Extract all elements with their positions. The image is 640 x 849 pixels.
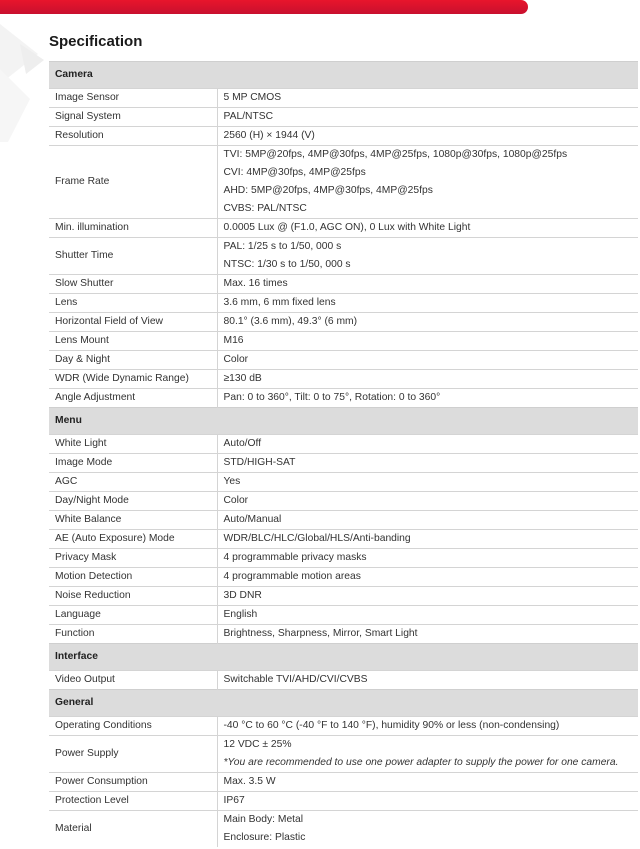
spec-value: [217, 146, 638, 219]
spec-value: [217, 89, 638, 108]
spec-label: Function: [49, 625, 217, 644]
spec-value-line: PAL: 1/25 s to 1/50, 000 s: [223, 241, 342, 252]
spec-value-line: WDR/BLC/HLC/Global/HLS/Anti-banding: [223, 533, 411, 544]
spec-value: [217, 389, 638, 408]
spec-row: [49, 332, 638, 351]
spec-row: [49, 294, 638, 313]
spec-value-line: TVI: 5MP@20fps, 4MP@30fps, 4MP@25fps, 1080p@30fps, 1080p@25fps: [223, 149, 568, 160]
spec-label: Power Consumption: [49, 773, 217, 792]
spec-row: [49, 717, 638, 736]
spec-value-line: 3D DNR: [223, 590, 262, 601]
spec-value-line: Enclosure: Plastic: [223, 832, 306, 843]
spec-row: [49, 219, 638, 238]
page-title: Specification: [49, 33, 143, 50]
spec-value: [217, 370, 638, 389]
spec-value-line: Main Body: Metal: [223, 814, 304, 825]
spec-row: [49, 370, 638, 389]
spec-label: White Balance: [49, 511, 217, 530]
spec-value-line: 5 MP CMOS: [223, 92, 282, 103]
spec-label: Day & Night: [49, 351, 217, 370]
spec-value-line: 80.1° (3.6 mm), 49.3° (6 mm): [223, 316, 358, 327]
spec-row: [49, 792, 638, 811]
spec-row: [49, 89, 638, 108]
spec-label: Lens: [49, 294, 217, 313]
spec-value: [217, 351, 638, 370]
section-header-row: [49, 644, 638, 671]
spec-value: [217, 811, 638, 848]
section-title: Menu: [49, 408, 638, 435]
spec-value-line: 3.6 mm, 6 mm fixed lens: [223, 297, 336, 308]
spec-value-line: 12 VDC ± 25%: [223, 739, 292, 750]
spec-value: [217, 294, 638, 313]
spec-row: [49, 238, 638, 275]
spec-row: [49, 625, 638, 644]
spec-row: [49, 773, 638, 792]
section-header-row: [49, 690, 638, 717]
spec-row: [49, 146, 638, 219]
spec-value-line: Color: [223, 354, 249, 365]
header-accent-bar: [0, 0, 528, 14]
section-title: Camera: [49, 62, 638, 89]
spec-label: AGC: [49, 473, 217, 492]
spec-value-line: IP67: [223, 795, 245, 806]
spec-value-line: *You are recommended to use one power adapter to supply the power for one camera.: [223, 757, 619, 768]
spec-value: [217, 549, 638, 568]
spec-row: [49, 736, 638, 773]
spec-label: Shutter Time: [49, 238, 217, 275]
spec-row: [49, 587, 638, 606]
spec-label: Image Mode: [49, 454, 217, 473]
spec-value: [217, 671, 638, 690]
spec-label: Day/Night Mode: [49, 492, 217, 511]
spec-row: [49, 811, 638, 848]
spec-row: [49, 530, 638, 549]
spec-value-line: Auto/Off: [223, 438, 262, 449]
spec-value-line: Brightness, Sharpness, Mirror, Smart Light: [223, 628, 418, 639]
spec-label: Lens Mount: [49, 332, 217, 351]
spec-label: Motion Detection: [49, 568, 217, 587]
spec-value-line: Max. 3.5 W: [223, 776, 276, 787]
spec-row: [49, 351, 638, 370]
spec-value: [217, 275, 638, 294]
spec-value-line: English: [223, 609, 258, 620]
spec-value: [217, 219, 638, 238]
spec-value-line: 0.0005 Lux @ (F1.0, AGC ON), 0 Lux with White Light: [223, 222, 471, 233]
spec-value-line: CVBS: PAL/NTSC: [223, 203, 307, 214]
spec-row: [49, 606, 638, 625]
spec-row: [49, 108, 638, 127]
spec-value-line: Pan: 0 to 360°, Tilt: 0 to 75°, Rotation: 0 to 360°: [223, 392, 441, 403]
spec-value-line: Max. 16 times: [223, 278, 288, 289]
spec-value-line: NTSC: 1/30 s to 1/50, 000 s: [223, 259, 351, 270]
spec-value-line: Auto/Manual: [223, 514, 282, 525]
spec-label: Language: [49, 606, 217, 625]
spec-value: [217, 238, 638, 275]
spec-value: [217, 492, 638, 511]
spec-value: [217, 127, 638, 146]
spec-label: Slow Shutter: [49, 275, 217, 294]
spec-row: [49, 492, 638, 511]
spec-value: [217, 454, 638, 473]
section-header-row: [49, 408, 638, 435]
spec-row: [49, 127, 638, 146]
spec-label: Min. illumination: [49, 219, 217, 238]
spec-value: [217, 717, 638, 736]
spec-row: [49, 568, 638, 587]
spec-value: [217, 773, 638, 792]
spec-row: [49, 549, 638, 568]
spec-value: [217, 332, 638, 351]
spec-label: Material: [49, 811, 217, 848]
spec-value-line: STD/HIGH-SAT: [223, 457, 296, 468]
spec-value: [217, 587, 638, 606]
spec-value-line: Color: [223, 495, 249, 506]
spec-label: White Light: [49, 435, 217, 454]
spec-label: Noise Reduction: [49, 587, 217, 606]
spec-label: Operating Conditions: [49, 717, 217, 736]
spec-value: [217, 435, 638, 454]
specification-table: [49, 61, 638, 847]
spec-value-line: PAL/NTSC: [223, 111, 274, 122]
spec-value: [217, 606, 638, 625]
spec-value-line: Yes: [223, 476, 241, 487]
spec-row: [49, 389, 638, 408]
spec-row: [49, 313, 638, 332]
spec-label: Horizontal Field of View: [49, 313, 217, 332]
section-header-row: [49, 62, 638, 89]
spec-value: [217, 736, 638, 773]
spec-label: WDR (Wide Dynamic Range): [49, 370, 217, 389]
spec-label: Protection Level: [49, 792, 217, 811]
spec-value: [217, 108, 638, 127]
spec-label: Image Sensor: [49, 89, 217, 108]
spec-value: [217, 625, 638, 644]
spec-value-line: CVI: 4MP@30fps, 4MP@25fps: [223, 167, 366, 178]
spec-value-line: AHD: 5MP@20fps, 4MP@30fps, 4MP@25fps: [223, 185, 433, 196]
spec-value-line: Switchable TVI/AHD/CVI/CVBS: [223, 674, 368, 685]
spec-value-line: M16: [223, 335, 244, 346]
spec-value: [217, 313, 638, 332]
section-title: Interface: [49, 644, 638, 671]
spec-row: [49, 511, 638, 530]
spec-value-line: ≥130 dB: [223, 373, 262, 384]
spec-value-line: 2560 (H) × 1944 (V): [223, 130, 315, 141]
spec-value-line: 4 programmable privacy masks: [223, 552, 367, 563]
spec-row: [49, 473, 638, 492]
section-title: General: [49, 690, 638, 717]
spec-label: Frame Rate: [49, 146, 217, 219]
spec-label: Signal System: [49, 108, 217, 127]
spec-row: [49, 275, 638, 294]
spec-value: [217, 568, 638, 587]
spec-value: [217, 473, 638, 492]
spec-label: Resolution: [49, 127, 217, 146]
spec-value-line: 4 programmable motion areas: [223, 571, 361, 582]
spec-value-line: -40 °C to 60 °C (-40 °F to 140 °F), humidity 90% or less (non-condensing): [223, 720, 560, 731]
spec-value: [217, 792, 638, 811]
spec-row: [49, 435, 638, 454]
spec-row: [49, 454, 638, 473]
spec-label: Video Output: [49, 671, 217, 690]
spec-label: Angle Adjustment: [49, 389, 217, 408]
spec-label: Power Supply: [49, 736, 217, 773]
spec-value: [217, 530, 638, 549]
spec-value: [217, 511, 638, 530]
spec-label: Privacy Mask: [49, 549, 217, 568]
spec-label: AE (Auto Exposure) Mode: [49, 530, 217, 549]
spec-row: [49, 671, 638, 690]
